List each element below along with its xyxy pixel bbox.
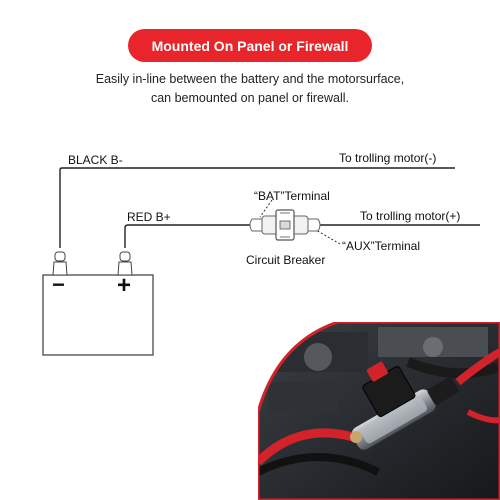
aux-terminal-label: “AUX”Terminal (342, 239, 421, 253)
battery-plus-sign: + (117, 272, 132, 299)
red-wire (125, 225, 255, 248)
engine-bay-photo (258, 322, 500, 500)
circuit-breaker-icon (250, 210, 320, 240)
aux-leader-line (316, 230, 340, 244)
motor-negative-label: To trolling motor(-) (339, 151, 437, 165)
subtitle-line-1: Easily in-line between the battery and the motorsurface, (95, 72, 405, 86)
black-wire-label: BLACK B- (68, 153, 123, 167)
subtitle-line-2: can bemounted on panel or firewall. (150, 91, 350, 105)
black-wire (60, 168, 455, 248)
circuit-breaker-label: Circuit Breaker (246, 253, 326, 267)
red-wire-label: RED B+ (127, 210, 171, 224)
battery-minus-sign: − (52, 272, 65, 297)
bat-terminal-label: “BAT”Terminal (254, 189, 330, 203)
motor-positive-label: To trolling motor(+) (360, 209, 461, 223)
mounting-badge: Mounted On Panel or Firewall (128, 29, 372, 62)
